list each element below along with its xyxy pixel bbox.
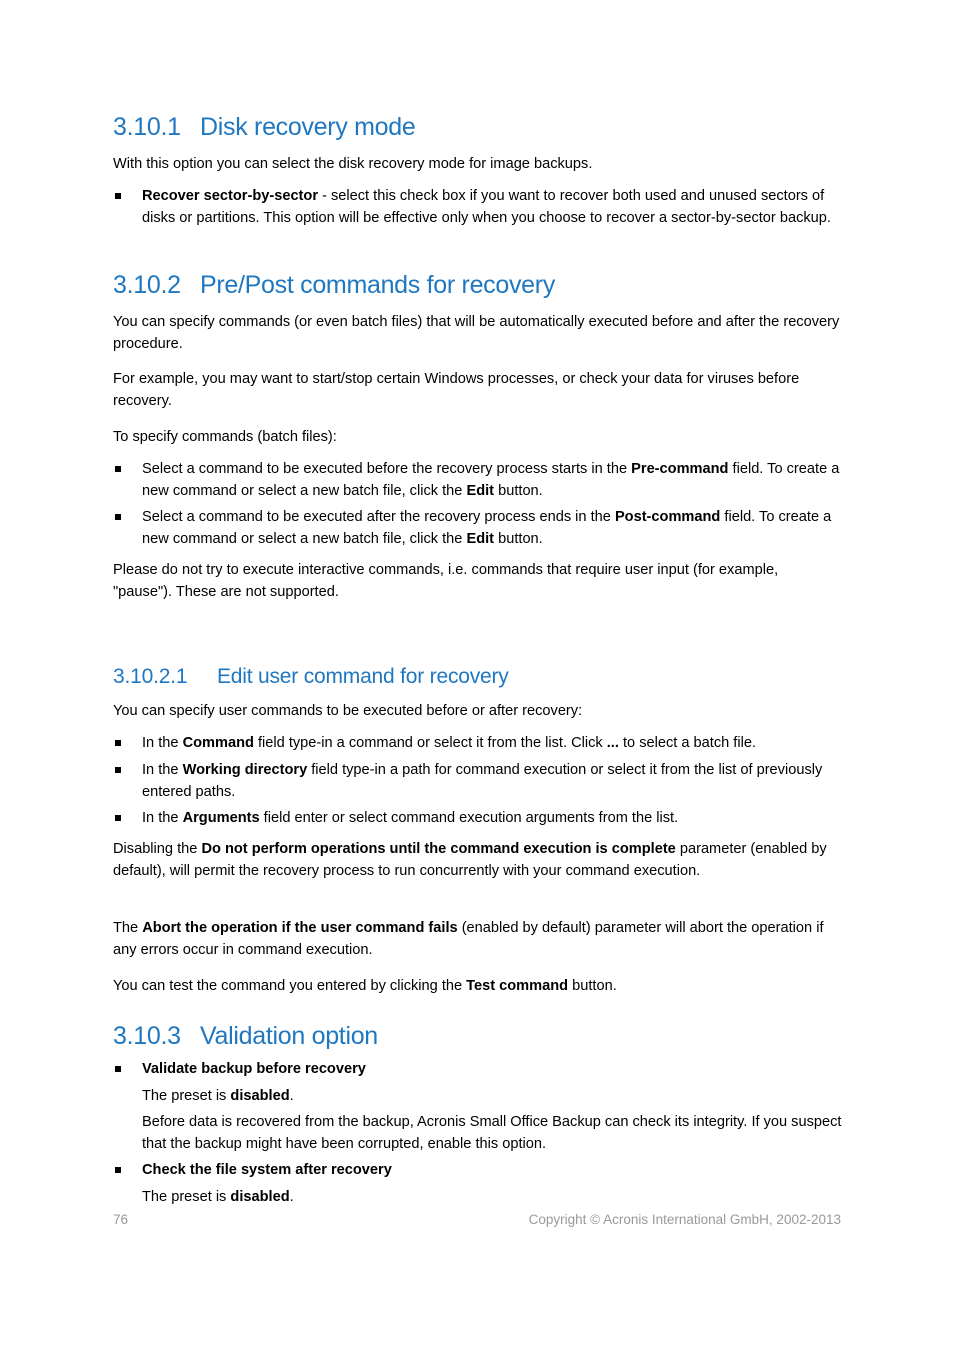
bullet-square-icon [115, 1167, 121, 1173]
bullet-text: Select a command to be executed before the recovery process starts in the [142, 461, 632, 477]
heading-number: 3.10.1 [113, 113, 181, 141]
bullet-item [113, 1160, 841, 1182]
paragraph: Please do not try to execute interactive commands, i.e. commands that require user input (for example, "pause"). These are not supported. [113, 562, 779, 600]
paragraph: Disabling the Do not perform operations until the command execution is complete parameter (enabled by default), will permit the recovery process to run concurrently with your command execution. [113, 841, 827, 879]
bold-term: Edit [466, 482, 495, 499]
bullet-item [113, 1059, 841, 1081]
bold-term: Arguments [182, 810, 260, 826]
bold-term: Edit [466, 530, 495, 547]
preset-line: The preset is disabled. [142, 1189, 294, 1205]
bullet-text: to select a batch file. [618, 735, 757, 751]
bullet-text: field. To create a new command or select a new batch file, click the [142, 461, 840, 499]
paragraph: With this option you can select the disk recovery mode for image backups. [113, 156, 593, 172]
bold-term: Recover sector-by-sector [142, 188, 319, 204]
bullet-text: In the [142, 735, 183, 751]
bold-term: Working directory [182, 762, 308, 778]
paragraph: The Abort the operation if the user command fails (enabled by default) parameter will abort the operation if any errors occur in command execution. [113, 920, 824, 958]
bullet-text: field enter or select command execution arguments from the list. [259, 810, 679, 826]
heading-validation-option [113, 1022, 378, 1051]
paragraph: To specify commands (batch files): [113, 429, 337, 445]
bullet-text: Select a command to be executed after the recovery process ends in the [142, 509, 615, 525]
page-number: 76 [113, 1212, 129, 1227]
bullet-text: button. [494, 530, 543, 547]
heading-number: 3.10.2.1 [113, 665, 188, 688]
paragraph: Before data is recovered from the backup, Acronis Small Office Backup can check its integrity. If you suspect that the backup might have been corrupted, enable this option. [142, 1114, 842, 1152]
bullet-text: In the [142, 762, 183, 778]
heading-disk-recovery-mode [113, 113, 416, 142]
paragraph: You can test the command you entered by clicking the Test command button. [113, 978, 617, 994]
bullet-text: In the [142, 810, 183, 826]
bold-term: Abort the operation if the user command fails [142, 920, 458, 936]
bold-term: ... [606, 735, 619, 751]
heading-pre-post-commands [113, 271, 555, 300]
heading-title: Pre/Post commands for recovery [200, 271, 556, 299]
bold-term: Check the file system after recovery [142, 1162, 392, 1178]
bullet-square-icon [115, 466, 121, 472]
bullet-square-icon [115, 815, 121, 821]
bold-term: Pre-command [631, 461, 729, 477]
bullet-square-icon [115, 767, 121, 773]
bold-term: disabled [230, 1189, 290, 1205]
bullet-text: - select this check box if you want to recover both used and unused sectors of disks or partitions. This option will be effective only when you choose to recover a sector-by-sector backup. [142, 188, 831, 226]
bullet-square-icon [115, 514, 121, 520]
bullet-square-icon [115, 1066, 121, 1072]
paragraph: You can specify commands (or even batch files) that will be automatically executed before and after the recovery procedure. [113, 314, 840, 352]
heading-number: 3.10.3 [113, 1022, 181, 1050]
bold-term: Do not perform operations until the command execution is complete [201, 841, 676, 857]
bold-term: Command [182, 735, 254, 751]
heading-title: Validation option [200, 1022, 378, 1050]
bold-term: Test command [466, 978, 569, 994]
heading-title: Edit user command for recovery [217, 665, 509, 688]
bullet-item [113, 808, 841, 830]
bullet-item [113, 733, 841, 755]
heading-title: Disk recovery mode [200, 113, 416, 141]
bullet-item [113, 507, 841, 550]
bold-term: Validate backup before recovery [142, 1061, 366, 1077]
preset-line: The preset is disabled. [142, 1088, 294, 1104]
copyright: Copyright © Acronis International GmbH, 2002-2013 [528, 1212, 841, 1227]
bullet-text: field type-in a command or select it from the list. Click [253, 735, 607, 751]
bullet-item [113, 760, 841, 803]
bullet-square-icon [115, 740, 121, 746]
bullet-item [113, 459, 841, 502]
bullet-text: button. [494, 482, 543, 499]
bold-term: disabled [230, 1088, 290, 1104]
paragraph: You can specify user commands to be executed before or after recovery: [113, 703, 583, 719]
paragraph: For example, you may want to start/stop certain Windows processes, or check your data for viruses before recovery. [113, 371, 800, 409]
bullet-item [113, 186, 841, 229]
bold-term: Post-command [614, 509, 721, 525]
heading-number: 3.10.2 [113, 271, 181, 299]
heading-edit-user-command [113, 665, 509, 689]
bullet-text: field type-in a path for command execution or select it from the list of previously entered paths. [142, 762, 823, 800]
bullet-text: field. To create a new command or select a new batch file, click the [142, 509, 832, 547]
bullet-square-icon [115, 193, 121, 199]
